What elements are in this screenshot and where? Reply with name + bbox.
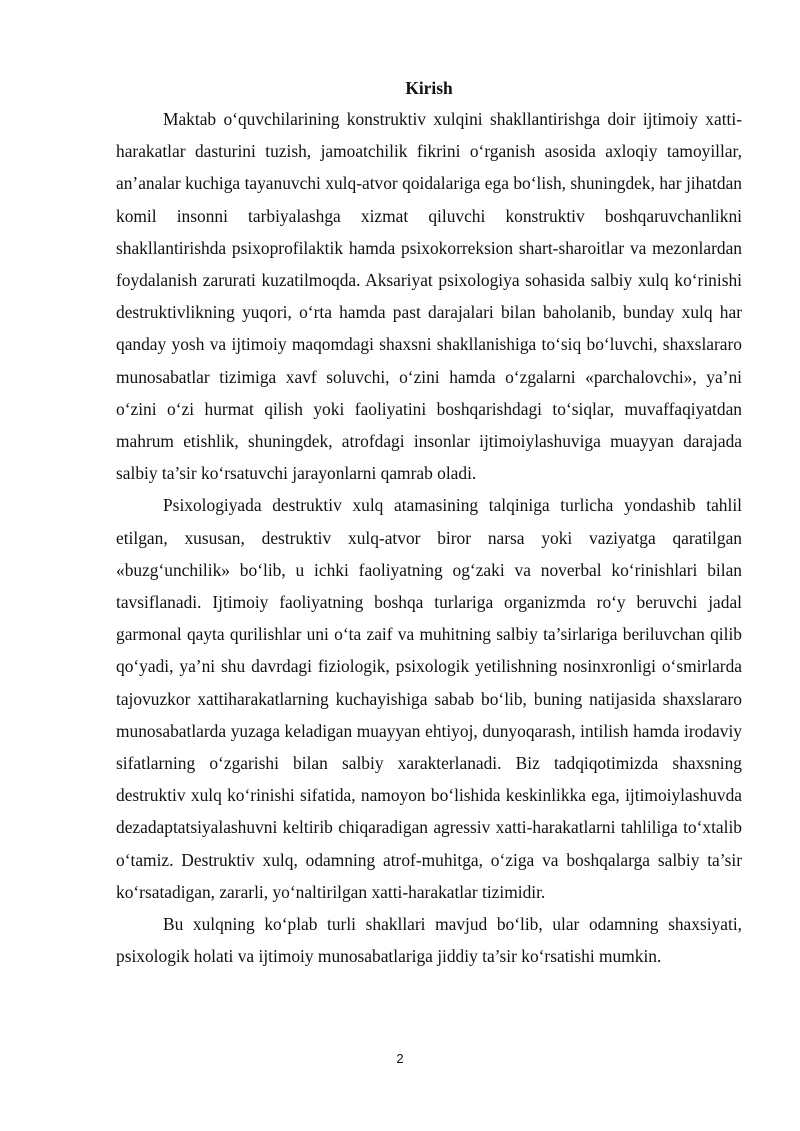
page-heading: Kirish (405, 78, 453, 98)
page-body (116, 76, 742, 972)
page-number: 2 (396, 1051, 404, 1066)
paragraph-3: Bu xulqning ko‘plab turli shakllari mavjud bo‘lib, ular odamning shaxsiyati, psixologik holati va ijtimoiy munosabatlariga jiddiy ta’sir ko‘rsatishi mumkin. (116, 914, 742, 967)
paragraph-2: Psixologiyada destruktiv xulq atamasining talqiniga turlicha yondashib tahlil etilgan, xususan, destruktiv xulq-atvor biror narsa yoki vaziyatga qaratilgan «buzg‘unchilik» bo‘lib, u ichki faoliyatning og‘zaki va noverbal ko‘rinishlari bilan tavsiflanadi. Ijtimoiy faoliyatning boshqa turlariga organizmda ro‘y beruvchi jadal garmonal qayta qurilishlar uni o‘ta zaif va muhitning salbiy ta’sirlariga beriluvchan qilib qo‘yadi, ya’ni shu davrdagi fiziologik, psixologik yetilishning nosinxronligi o‘smirlarda tajovuzkor xattiharakatlarning kuchayishiga sabab bo‘lib, buning natijasida shaxslararo munosabatlarda yuzaga keladigan muayyan ehtiyoj, dunyoqarash, intilish hamda irodaviy sifatlarning o‘zgarishi bilan salbiy xarakterlanadi. Biz tadqiqotimizda shaxsning destruktiv xulq ko‘rinishi sifatida, namoyon bo‘lishida keskinlikka ega, ijtimoiylashuvda dezadaptatsiyalashuvni keltirib chiqaradigan agressiv xatti-harakatlarni tahliliga to‘xtalib o‘tamiz. Destruktiv xulq, odamning atrof-muhitga, o‘ziga va boshqalarga salbiy ta’sir ko‘rsatadigan, zararli, yo‘naltirilgan xatti-harakatlar tizimidir. (116, 495, 742, 902)
paragraph-1: Maktab o‘quvchilarining konstruktiv xulqini shakllantirishga doir ijtimoiy xatti-harakatlar dasturini tuzish, jamoatchilik fikrini o‘rganish asosida axloqiy tamoyillar, an’analar kuchiga tayanuvchi xulq-atvor qoidalariga ega bo‘lish, shuningdek, har jihatdan komil insonni tarbiyalashga xizmat qiluvchi konstruktiv boshqaruvchanlikni shakllantirishda psixoprofilaktik hamda psixokorreksion shart-sharoitlar va mezonlardan foydalanish zarurati kuzatilmoqda. Aksariyat psixologiya sohasida salbiy xulq ko‘rinishi destruktivlikning yuqori, o‘rta hamda past darajalari bilan baholanib, bunday xulq har qanday yosh va ijtimoiy maqomdagi shaxsni shakllanishiga to‘siq bo‘luvchi, shaxslararo munosabatlar tizimiga xavf soluvchi, o‘zini hamda o‘zgalarni «parchalovchi», ya’ni o‘zini o‘zi hurmat qilish yoki faoliyatini boshqarishdagi to‘siqlar, muvaffaqiyatdan mahrum etishlik, shuningdek, atrofdagi insonlar ijtimoiylashuviga muayyan darajada salbiy ta’sir ko‘rsatuvchi jarayonlarni qamrab oladi. (116, 109, 742, 484)
